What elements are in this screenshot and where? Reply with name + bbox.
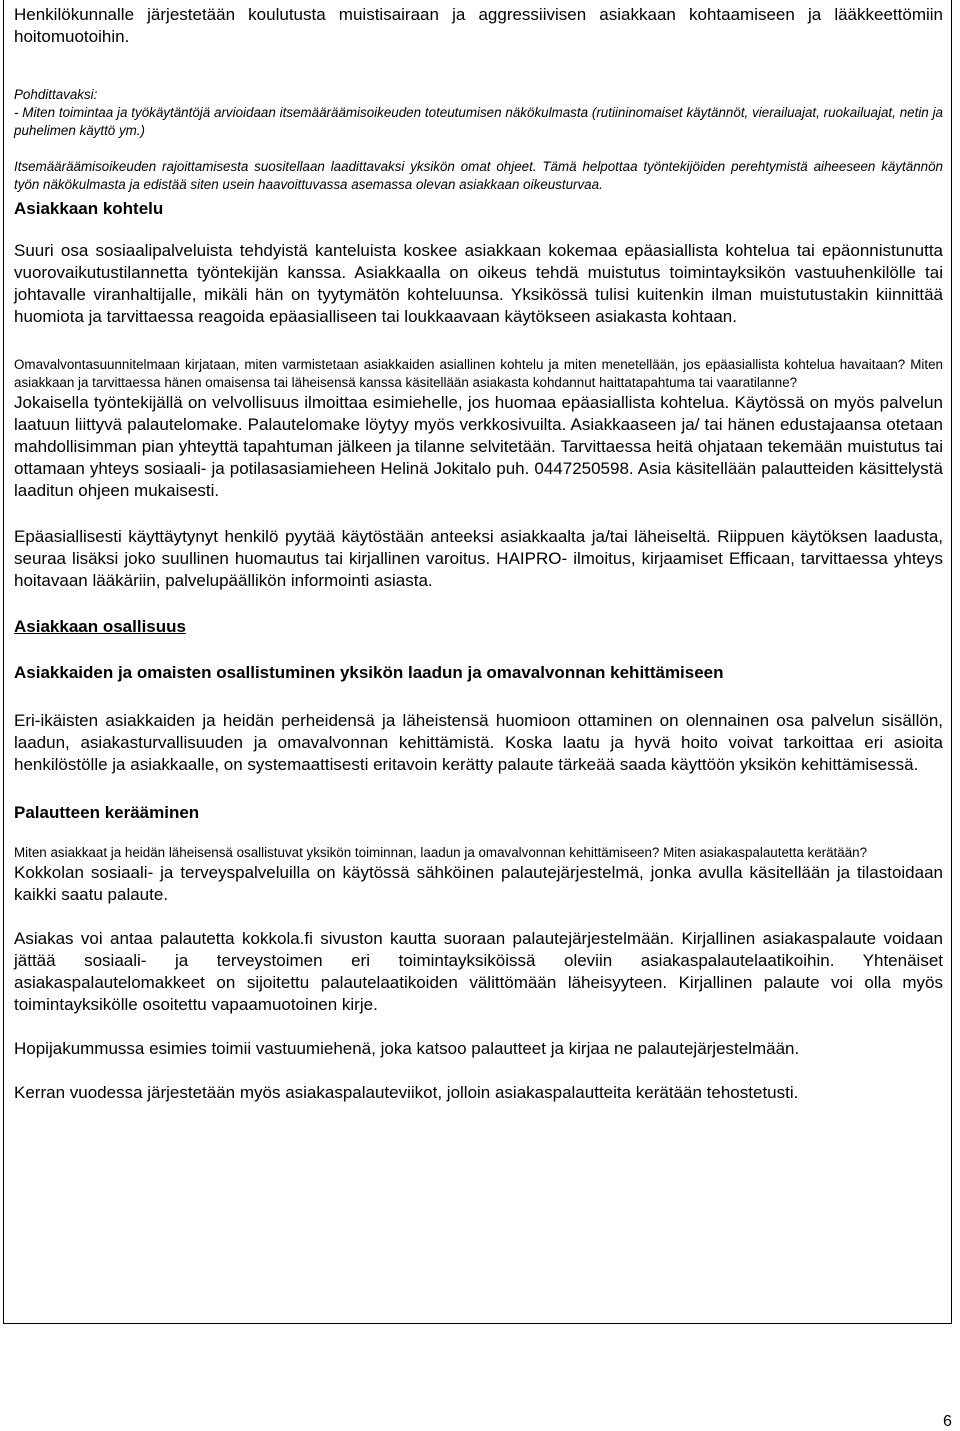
reflect-item: - Miten toimintaa ja työkäytäntöjä arvioidaan itsemääräämisoikeuden toteutumisen näkökulmasta (rutiininomaiset käytännöt, vierailuajat, ruokailuajat, netin ja puhelimen käyttö ym.): [14, 105, 943, 138]
heading-treatment: Asiakkaan kohtelu: [14, 199, 164, 218]
heading-participation-sub: Asiakkaiden ja omaisten osallistuminen yksikön laadun ja omavalvonnan kehittämiseen: [14, 663, 724, 682]
participation-paragraph: Eri-ikäisten asiakkaiden ja heidän perheidensä ja läheistensä huomioon ottaminen on olennainen osa palvelun sisällön, laadun, asiakasturvallisuuden ja omavalvonnan kehittämistä. Koska laatu ja hyvä hoito voivat tarkoittaa eri asioita henkilöstölle ja asiakkaalle, on systemaattisesti eritavoin kerätty palaute tärkeää saada käyttöön yksikön kehittämisessä.: [14, 711, 943, 774]
feedback-paragraph-2: Asiakas voi antaa palautetta kokkola.fi sivuston kautta suoraan palautejärjestelmään. Kirjallinen asiakaspalaute voidaan jättää sosiaali- ja terveystoimen eri toimintayksiköissä oleviin asiakaspalautelaatikoihin. Yhtenäiset asiakaspalautelomakkeet on sijoitettu palautelaatikoiden välittömään läheisyyteen. Kirjallinen palaute voi olla myös toimintayksikölle osoitettu vapaamuotoinen kirje.: [14, 929, 943, 1014]
feedback-guidance: Miten asiakkaat ja heidän läheisensä osallistuvat yksikön toiminnan, laadun ja omavalvonnan kehittämiseen? Miten asiakaspalautetta kerätään?: [14, 845, 868, 860]
heading-feedback: Palautteen kerääminen: [14, 803, 200, 822]
feedback-paragraph-3: Hopijakummussa esimies toimii vastuumiehenä, joka katsoo palautteet ja kirjaa ne palautejärjestelmään.: [14, 1039, 800, 1058]
apology-paragraph: Epäasiallisesti käyttäytynyt henkilö pyytää käytöstään anteeksi asiakkaalta ja/tai läheiseltä. Riippuen käytöksen laadusta, seuraa lisäksi joko suullinen huomautus tai kirjallinen varoitus. HAIPRO- ilmoitus, kirjaamiset Efficaan, tarvittaessa yhteys hoitavaan lääkäriin, palvelupäällikön informointi asiasta.: [14, 527, 943, 590]
feedback-paragraph-4: Kerran vuodessa järjestetään myös asiakaspalauteviikot, jolloin asiakaspalautteita kerätään tehostetusti.: [14, 1083, 799, 1102]
reflect-label: Pohdittavaksi:: [14, 87, 98, 102]
treatment-answer: Jokaisella työntekijällä on velvollisuus ilmoittaa esimiehelle, jos huomaa epäasiallista kohtelua. Käytössä on myös palvelun laatuun liittyvä palautelomake. Palautelomake löytyy myös verkkosivuilta. Asiakkaaseen ja/ tai hänen edustajaansa otetaan mahdollisimman pian yhteyttä tapahtuman jälkeen ja tilanne selvitetään. Tarvittaessa heitä ohjataan tekemään muistutus tai ottamaan yhteys sosiaali- ja potilasasiamieheen Helinä Jokitalo puh. 0447250598. Asia käsitellään palautteiden käsittelystä laaditun ohjeen mukaisesti.: [14, 393, 943, 500]
heading-participation: Asiakkaan osallisuus: [14, 617, 186, 636]
treatment-guidance: Omavalvontasuunnitelmaan kirjataan, miten varmistetaan asiakkaiden asiallinen kohtelu ja miten menetellään, jos epäasiallista kohtelua havaitaan? Miten asiakkaan ja tarvittaessa hänen omaisensa tai läheisensä kanssa käsitellään asiakasta kohdannut haittatapahtuma tai vaaratilanne?: [14, 357, 943, 390]
page-number: 6: [943, 1413, 952, 1430]
treatment-paragraph: Suuri osa sosiaalipalveluista tehdyistä kanteluista koskee asiakkaan kokemaa epäasiallista kohtelua tai epäonnistunutta vuorovaikutustilannetta työntekijän kanssa. Asiakkaalla on oikeus tehdä muistutus toimintayksikön vastuuhenkilölle tai johtavalle viranhaltijalle, mikäli hän on tyytymätön kohteluunsa. Yksikössä tulisi kuitenkin ilman muistutustakin kiinnittää huomiota ja tarvittaessa reagoida epäasialliseen tai loukkaavaan käytökseen asiakasta kohtaan.: [14, 241, 943, 326]
document-frame: [3, 0, 952, 1324]
self-determination-text: Itsemääräämisoikeuden rajoittamisesta suositellaan laadittavaksi yksikön omat ohjeet. Tämä helpottaa työntekijöiden perehtymistä aiheeseen käytännön työn näkökulmasta ja edistää siten usein haavoittuvassa asemassa olevan asiakkaan oikeusturvaa.: [14, 159, 943, 192]
feedback-paragraph-1: Kokkolan sosiaali- ja terveyspalveluilla on käytössä sähköinen palautejärjestelmä, jonka avulla käsitellään ja tilastoidaan kaikki saatu palaute.: [14, 863, 943, 904]
intro-training-text: Henkilökunnalle järjestetään koulutusta muistisairaan ja aggressiivisen asiakkaan kohtaamiseen ja lääkkeettömiin hoitomuotoihin.: [14, 5, 943, 46]
